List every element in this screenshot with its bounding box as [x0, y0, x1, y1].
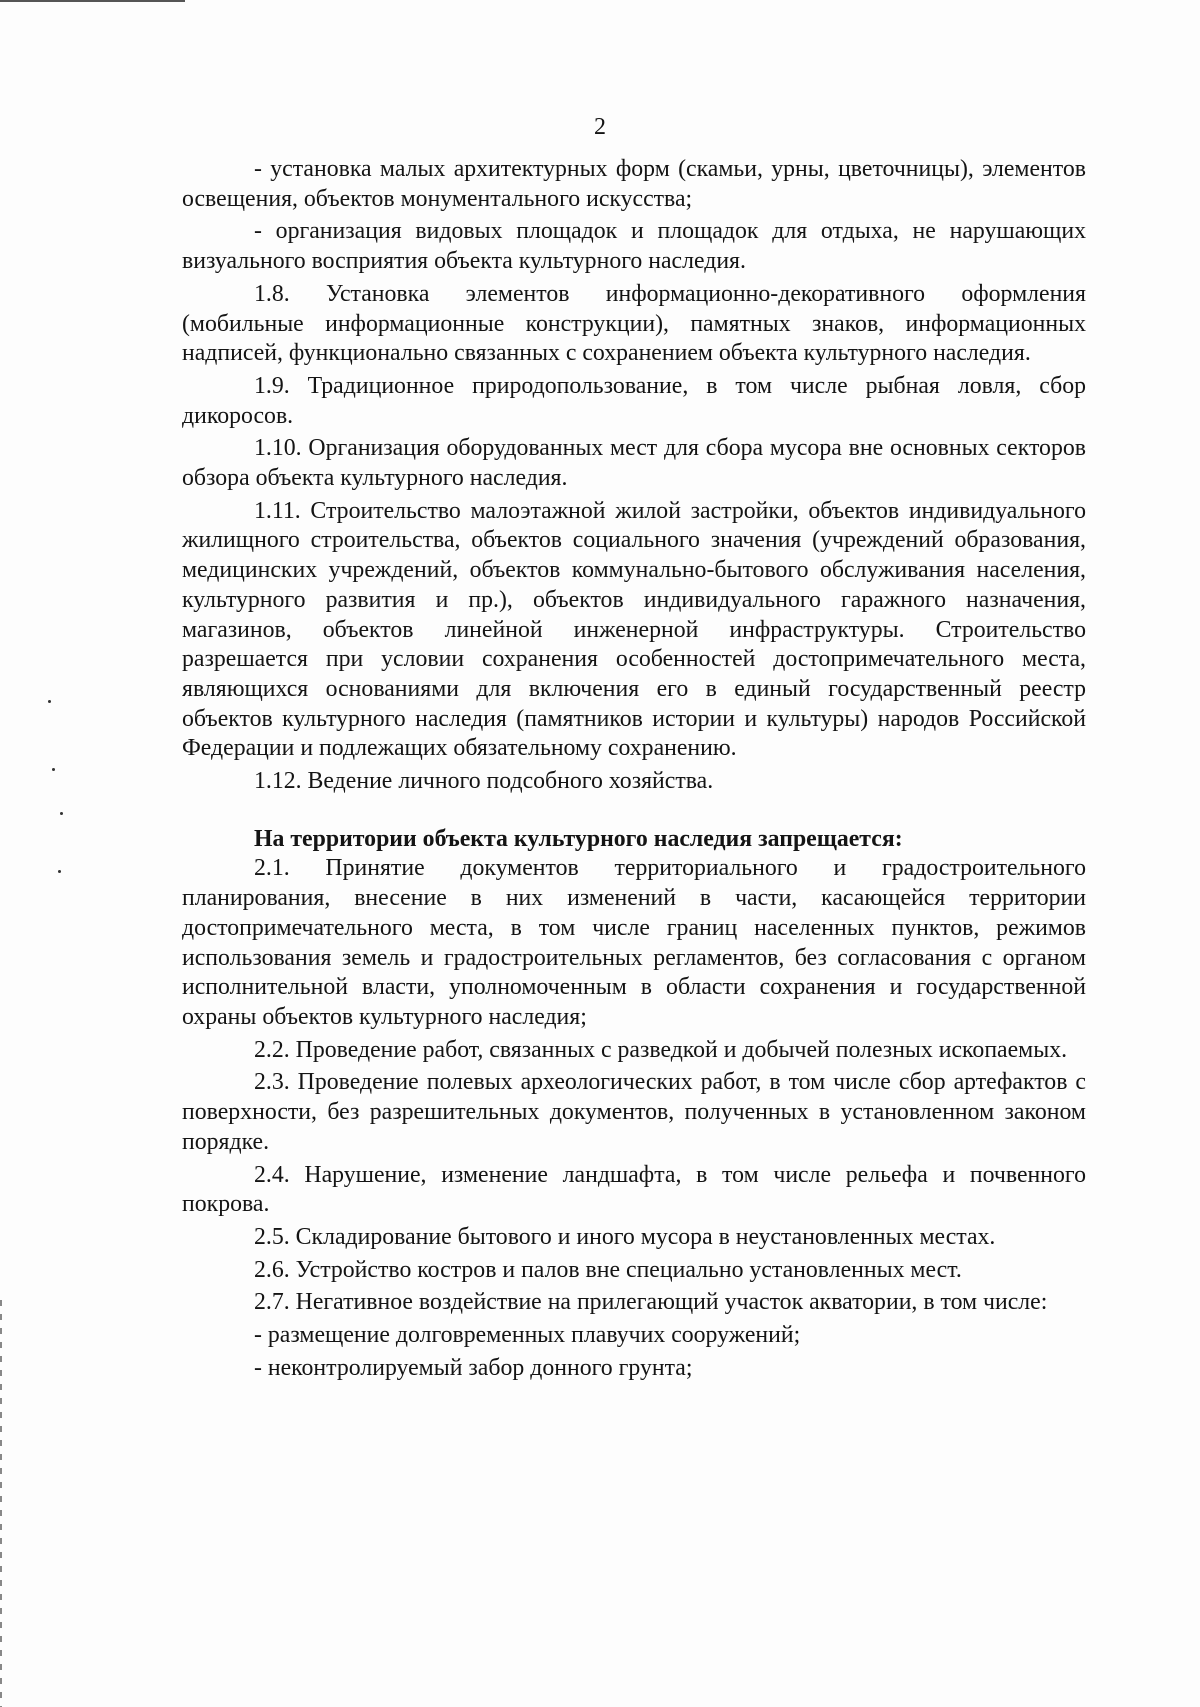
speckle [58, 870, 61, 873]
prohibition-item: 2.3. Проведение полевых археологических работ, в том числе сбор артефактов с поверхности, без разрешительных документов, полученных в установленном законом порядке. [182, 1069, 1086, 1155]
paragraph: 1.12. Ведение личного подсобного хозяйства. [254, 768, 714, 795]
prohibition-item: 2.7. Негативное воздействие на прилегающий участок акватории, в том числе: [254, 1289, 1048, 1316]
prohibition-item: 2.1. Принятие документов территориального и градостроительного планирования, внесение в них изменений в части, касающейся территории достопримечательного места, в том числе границ населенных пунктов, режимов использования земель и градостроительных регламентов, без согласования с органом исполнительной власти, уполномоченным в области сохранения и государственной охраны объектов культурного наследия; [182, 855, 1086, 1030]
paragraph: 1.8. Установка элементов информационно-декоративного оформления (мобильные информационные конструкции), памятных знаков, информационных надписей, функционально связанных с сохранением объекта культурного наследия. [182, 280, 1086, 367]
prohibition-subitem: - неконтролируемый забор донного грунта; [254, 1354, 693, 1381]
speckle [60, 812, 63, 815]
section-heading: На территории объекта культурного наследия запрещается: [254, 825, 903, 852]
prohibition-subitem: - размещение долговременных плавучих сооружений; [254, 1322, 801, 1349]
prohibition-item: 2.6. Устройство костров и палов вне специально установленных мест. [254, 1256, 962, 1283]
speckle [52, 768, 55, 771]
paragraph: - организация видовых площадок и площадок для отдыха, не нарушающих визуального восприятия объекта культурного наследия. [182, 218, 1086, 275]
paragraph: 1.10. Организация оборудованных мест для сбора мусора вне основных секторов обзора объекта культурного наследия. [182, 435, 1086, 492]
paragraph: 1.11. Строительство малоэтажной жилой застройки, объектов индивидуального жилищного строительства, объектов социального значения (учреждений образования, медицинских учреждений, объектов коммунально-бытового обслуживания населения, культурного развития и пр.), объектов индивидуального гаражного назначения, магазинов, объектов линейной инженерной инфраструктуры. Строительство разрешается при условии сохранения особенностей достопримечательного места, являющихся основаниями для включения его в единый государственный реестр объектов культурного наследия (памятников истории и культуры) народов Российской Федерации и подлежащих обязательному сохранению. [182, 497, 1086, 762]
prohibition-item: 2.4. Нарушение, изменение ландшафта, в том числе рельефа и почвенного покрова. [182, 1161, 1086, 1218]
speckle [48, 700, 51, 703]
prohibition-item: 2.2. Проведение работ, связанных с разведкой и добычей полезных ископаемых. [254, 1036, 1068, 1063]
paragraph: - установка малых архитектурных форм (скамьи, урны, цветочницы), элементов освещения, объектов монументального искусства; [182, 156, 1086, 212]
prohibition-item: 2.5. Складирование бытового и иного мусора в неустановленных местах. [254, 1223, 996, 1250]
paragraph: 1.9. Традиционное природопользование, в том числе рыбная ловля, сбор дикоросов. [182, 372, 1086, 429]
document-body [182, 155, 1086, 1383]
page-number: 2 [594, 114, 606, 140]
scan-speckles [0, 0, 100, 1707]
